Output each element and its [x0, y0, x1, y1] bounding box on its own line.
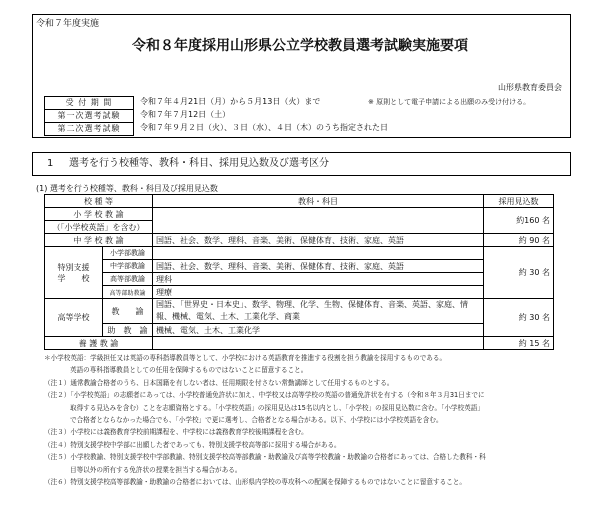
table-row [45, 234, 554, 247]
section-title: 選考を行う校種等、教科・科目、採用見込数及び選考区分 [69, 158, 329, 169]
note-line: ＊小学校英語：学級担任又は英語の専科指導教員等として、小学校における英語教育を推進する役割を担う教諭を採用するものである。 [44, 354, 447, 362]
school-type: 養 護 教 諭 [45, 337, 153, 350]
table-row [45, 337, 554, 350]
table-row [45, 273, 554, 286]
col-header: 教科・科目 [153, 195, 484, 208]
dept: 高等部教諭 [103, 273, 153, 286]
note-line: で合格者とならなかった場合でも、「小学校」で更に選考し、合格者となる場合がある。以下、小学校には小学校英語を含む。 [70, 416, 443, 425]
table-row [45, 208, 554, 221]
schedule-value: 令和７年７月12日（土） [140, 110, 231, 119]
section-heading [32, 152, 571, 176]
table-row [45, 324, 554, 337]
recruitment-table [44, 194, 554, 350]
school-type-line: 特別支援 [57, 262, 90, 272]
note-line: （注３）小学校には義務教育学校前期課程を、中学校には義務教育学校後期課程を含む。 [44, 428, 308, 437]
dept: 中学部教諭 [103, 260, 153, 273]
note-line: 英語の専科指導教員としての任用を保障するものではないことに留意すること。 [70, 366, 308, 375]
subjects: 国語、「世界史・日本史」、数学、物理、化学、生物、保健体育、音楽、英語、家庭、情報、機械、電気、土木、工業化学、商業 [153, 299, 484, 324]
subsection-heading: (1) 選考を行う校種等、教科・科目及び採用見込数 [36, 184, 218, 193]
note-line: 目等以外の所有する免許状の授業を担当する場合がある。 [70, 465, 242, 474]
subjects: 国語、社会、数学、理科、音楽、美術、保健体育、技術、家庭、英語 [153, 260, 484, 273]
schedule-note: ※ 原則として電子申請による出願のみ受け付ける。 [368, 98, 531, 106]
note-line: （注４）特別支援学校中学部に出願した者であっても、特別支援学校高等部に採用する場合がある。 [44, 440, 341, 449]
note-line: （注６）特別支援学校高等部教諭・助教諭の合格者においては、山形県内学校の専攻科への配属を保障するものではないことに留意すること。 [44, 478, 466, 487]
page-title: 令和８年度採用山形県公立学校教員選考試験実施要項 [132, 38, 468, 54]
dept: 高等部助教諭 [103, 286, 153, 299]
dept: 助 教 諭 [103, 324, 153, 337]
subjects [153, 337, 484, 350]
schedule-label: 受 付 期 間 [44, 96, 134, 110]
notes [44, 352, 564, 488]
table-row [45, 247, 554, 260]
school-type-line: 学 校 [57, 273, 90, 283]
schedule-label: 第一次選考試験 [44, 109, 134, 123]
table-header-row [45, 195, 554, 208]
count: 約 30 名 [484, 247, 554, 299]
note-line: 取得する見込みを含む）ことを志願資格とする。「小学校英語」の採用見込は15名以内とし、「小学校」の採用見込数に含む。「小学校英語」 [70, 403, 484, 412]
table-row [45, 260, 554, 273]
table-row [45, 286, 554, 299]
col-header: 校 種 等 [45, 195, 153, 208]
subjects: 機械、電気、土木、工業化学 [153, 324, 484, 337]
schedule-value: 令和７年９月２日（火）、３日（水）、４日（木）のうち指定された日 [140, 123, 388, 132]
table-row [45, 299, 554, 324]
schedule-label: 第二次選考試験 [44, 122, 134, 136]
col-header: 採用見込数 [484, 195, 554, 208]
note-line: （注１）通常教諭合格者のうち、日本国籍を有しない者は、任用期限を付さない常勤講師として任用するものとする。 [44, 378, 394, 387]
dept: 教 諭 [103, 299, 153, 324]
dept: 小学部教諭 [103, 247, 153, 260]
school-type-sub: （「小学校英語」を含む） [45, 221, 153, 234]
count: 約 90 名 [484, 234, 554, 247]
count: 約 15 名 [484, 337, 554, 350]
year-label: 令和７年度実施 [36, 19, 100, 29]
subjects [153, 247, 484, 260]
subjects: 理療 [153, 286, 484, 299]
subjects: 理科 [153, 273, 484, 286]
count: 約 30 名 [484, 299, 554, 337]
schedule-value: 令和７年４月21日（月）から５月13日（火）まで [140, 97, 321, 106]
school-type: 小 学 校 教 諭 [45, 208, 153, 221]
subjects: 国語、社会、数学、理科、音楽、美術、保健体育、技術、家庭、英語 [153, 234, 484, 247]
organization: 山形県教育委員会 [498, 83, 562, 92]
school-type: 高等学校 [45, 299, 103, 337]
note-line: （注５）小学校教諭、特別支援学校中学部教諭、特別支援学校高等部教諭・助教諭及び高等学校教諭・助教諭の合格者にあっては、合格した教科・科 [44, 453, 486, 462]
school-type [45, 247, 103, 299]
subjects [153, 208, 484, 234]
count: 約160 名 [484, 208, 554, 234]
note-line: （注２）「小学校英語」の志願者にあっては、小学校普通免許状に加え、中学校又は高等学校の英語の普通免許状を有する（令和８年３月31日までに [44, 391, 485, 400]
section-number: 1 [47, 158, 54, 169]
school-type: 中 学 校 教 諭 [45, 234, 153, 247]
